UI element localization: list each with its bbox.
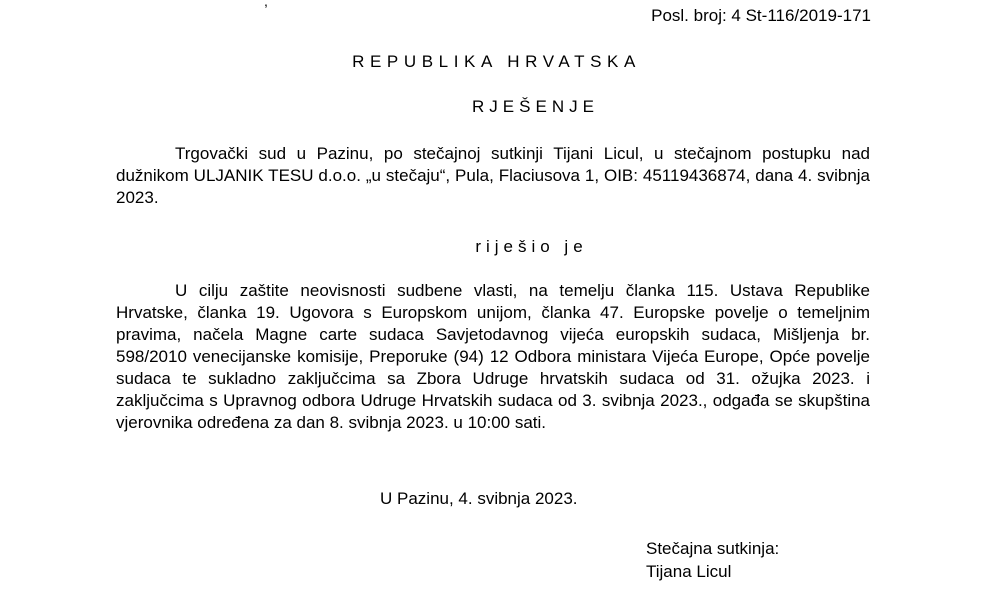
decided-heading: riješio je — [475, 237, 588, 256]
signature-name: Tijana Licul — [646, 562, 732, 581]
country-heading: REPUBLIKA HRVATSKA — [352, 52, 641, 71]
place-and-date: U Pazinu, 4. svibnja 2023. — [380, 489, 578, 508]
main-ruling-paragraph: U cilju zaštite neovisnosti sudbene vlasti, na temelju članka 115. Ustava Republike Hrvatske, članka 19. Ugovora s Europskom unijom, članka 47. Europske povelje o temeljnim pravima, načela Magne carte sudaca Savjetodavnog vijeća europskih sudaca, Mišljenja br. 598/2010 venecijanske komisije, Preporuke (94) 12 Odbora ministara Vijeća Europe, Opće povelje sudaca te sukladno zaključcima sa Zbora Udruge hrvatskih sudaca od 31. ožujka 2023. i zaključcima s Upravnog odbora Udruge Hrvatskih sudaca od 3. svibnja 2023., odgađa se skupština vjerovnika određena za dan 8. svibnja 2023. u 10:00 sati. — [116, 281, 870, 432]
case-number: Posl. broj: 4 St-116/2019-171 — [651, 6, 871, 25]
ruling-title: RJEŠENJE — [472, 97, 599, 116]
intro-paragraph: Trgovački sud u Pazinu, po stečajnoj sutkinji Tijani Licul, u stečajnom postupku nad dužnikom ULJANIK TESU d.o.o. „u stečaju“, Pula, Flaciusova 1, OIB: 45119436874, dana 4. svibnja 2023. — [116, 144, 870, 207]
top-text-fragment: , — [264, 0, 268, 9]
signature-role: Stečajna sutkinja: — [646, 539, 780, 558]
signature-block — [646, 537, 779, 583]
